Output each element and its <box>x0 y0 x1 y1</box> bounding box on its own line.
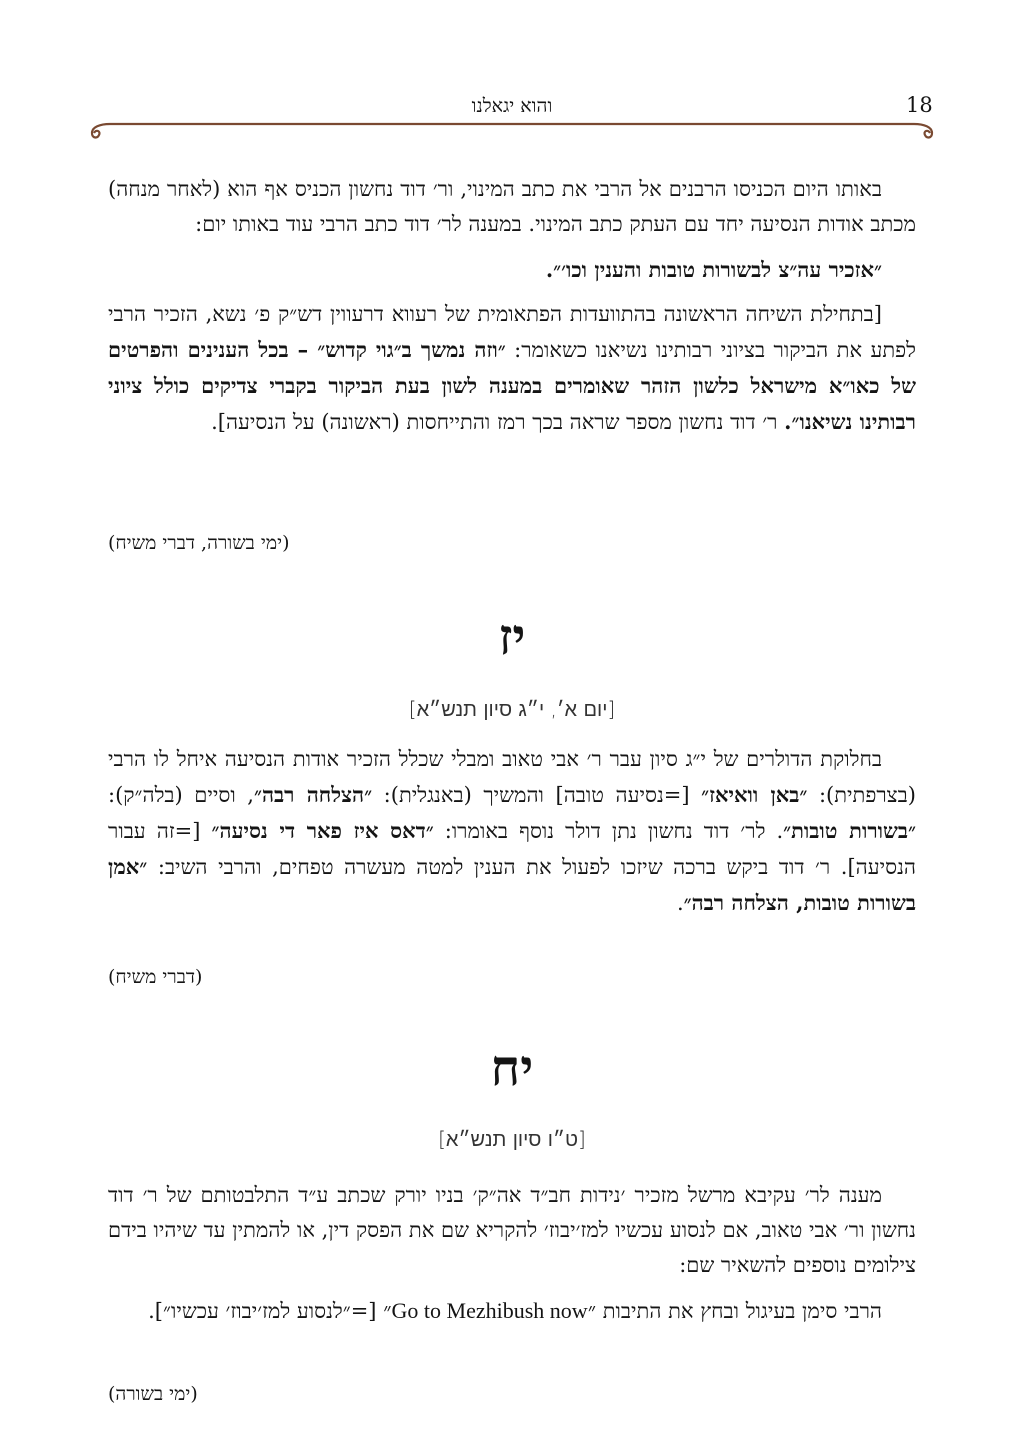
page-number: 18 <box>906 93 933 117</box>
section18-body <box>108 1178 916 1329</box>
source-citation: (ימי בשורה, דברי משיח) <box>108 532 290 554</box>
ornamental-rule <box>86 118 938 142</box>
source-citation: (ימי בשורה) <box>108 1383 198 1405</box>
section-heading: יז <box>498 607 526 666</box>
paragraph: הרבי סימן בעיגול ובחץ את התיבות ״Go to Mezhibush now״ [=״לנסוע למז׳יבוז׳ עכשיו״]. <box>148 1298 882 1323</box>
quote: ״אזכיר עה״צ לבשורות טובות והענין וכו׳״. <box>545 257 882 282</box>
source-citation: (דברי משיח) <box>108 966 203 988</box>
section-heading: יח <box>490 1038 534 1097</box>
paragraph: בחלוקת הדולרים של י״ג סיון עבר ר׳ אבי טאוב ומבלי שכלל הזכיר אודות הנסיעה איחל לו הרבי (בצרפתית): ״באן וואיאז״ [=נסיעה טובה] והמשיך (באנגלית): ״הצלחה רבה״, וסיים (בלה״ק): ״בשורות טובות״. לר׳ דוד נחשון נתן דולר נוסף באומרו: ״דאס איז פאר די נסיעה״ [=זה עבור הנסיעה]. ר׳ דוד ביקש ברכה שיזכו לפעול את הענין למטה מעשרה טפחים, והרבי השיב: ״אמן בשורות טובות, הצלחה רבה״. <box>108 747 916 915</box>
paragraph: באותו היום הכניסו הרבנים אל הרבי את כתב המינוי, ור׳ דוד נחשון הכניס אף הוא (לאחר מנחה) מכתב אודות הנסיעה יחד עם העתק כתב המינוי. במענה לר׳ דוד כתב הרבי עוד באותו יום: <box>108 177 916 236</box>
section17-body <box>108 742 916 921</box>
running-title: והוא יגאלנו <box>471 95 553 117</box>
paragraph: מענה לר׳ עקיבא מרשל מזכיר ׳נידות חב״ד אה״ק׳ בניו יורק שכתב ע״ד התלבטותם של ר׳ דוד נחשון ור׳ אבי טאוב, אם לנסוע עכשיו למז׳יבוז׳ להקריא שם את הפסק דין, או להמתין עד שיהיו בידם צילומים נוספים להשאיר שם: <box>108 1183 916 1277</box>
section-date: [ט״ו סיון תנש״א] <box>438 1127 586 1151</box>
section16-body <box>108 172 916 440</box>
section-date: [יום א׳, י״ג סיון תנש״א] <box>408 697 616 721</box>
paragraph: [בתחילת השיחה הראשונה בהתוועדות הפתאומית של רעווא דרעווין דש״ק פ׳ נשא, הזכיר הרבי לפתע את הביקור בציוני רבותינו נשיאנו כשאומר: ״וזה נמשך ב״גוי קדוש״ – בכל הענינים והפרטים של כאו״א מישראל כלשון הזהר שאומרים במענה לשון בעת הביקור בקברי צדיקים כולל ציוני רבותינו נשיאנו״. ר׳ דוד נחשון מספר שראה בכך רמז והתייחסות (ראשונה) על הנסיעה]. <box>108 302 917 434</box>
